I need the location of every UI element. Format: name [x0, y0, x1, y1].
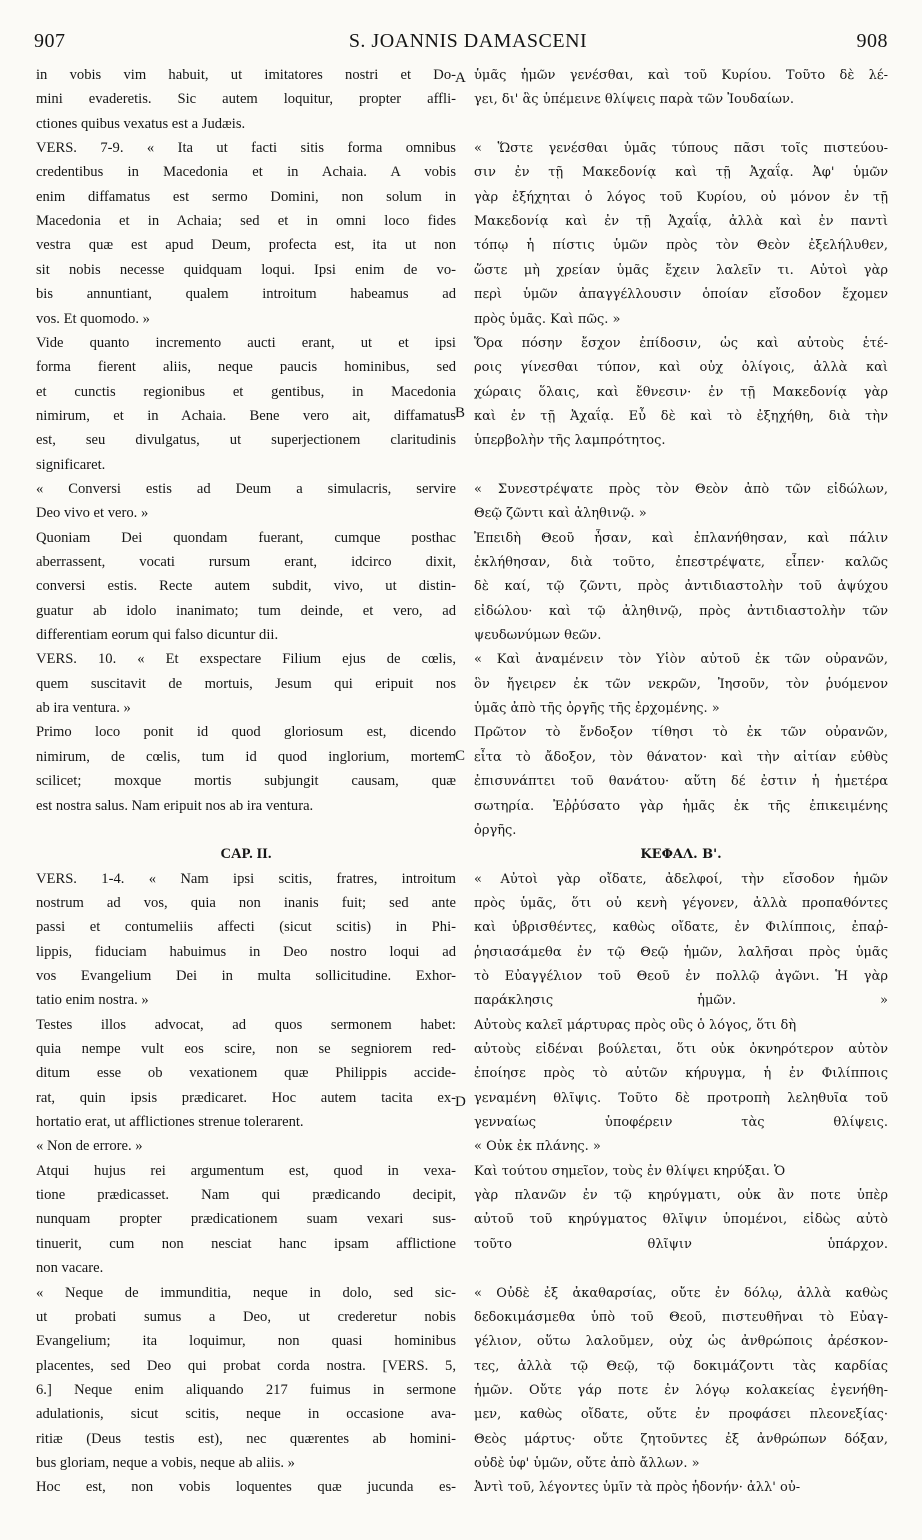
text-line: lippis, fiduciam habuimus in Deo nostro loqui ad	[36, 943, 456, 960]
text-line: ῥησιασάμεθα ἐν τῷ Θεῷ ἡμῶν, λαλῆσαι πρὸς ὑμᾶς	[474, 944, 888, 960]
text-line: non vacare.	[36, 1260, 104, 1277]
text-line: Πρῶτον τὸ ἔνδοξον τίθησι τὸ ἐκ τῶν οὐρανῶν,	[474, 725, 888, 741]
text-line: ἡμῶν. Οὔτε γάρ ποτε ἐν λόγῳ κολακείας ἐγενήθη-	[474, 1382, 888, 1398]
text-line: καὶ ὑβρισθέντες, καθὼς οἴδατε, ἐν Φιλίπποις, ἐπαῤ-	[474, 920, 888, 936]
text-line: vestra quæ est apud Deum, profecta est, ita ut non	[36, 237, 456, 254]
text-line: δεδοκιμάσμεθα ὑπὸ τοῦ Θεοῦ, πιστευθῆναι τὸ Εὐαγ-	[474, 1309, 888, 1325]
text-line: ὑμᾶς ἡμῶν γενέσθαι, καὶ τοῦ Κυρίου. Τοῦτο δὲ λέ-	[474, 68, 888, 83]
text-line: ἐκλήθησαν, διὰ τοῦτο, ἐπεστρέψατε, εἶπεν· καλῶς	[474, 555, 888, 570]
text-line: ὑπερβολὴν τῆς λαμπρότητος.	[474, 433, 666, 449]
text-line: Ὅρα πόσην ἔσχον ἐπίδοσιν, ὡς καὶ αὐτοὺς ἑτέ-	[474, 335, 888, 351]
text-line: aberrassent, vocati rursum erant, idcirco dixit,	[36, 554, 456, 570]
text-line: tinuerit, cum non nesciat hanc ipsam afflictione	[36, 1235, 456, 1252]
text-line: γενναίως ὑποφέρειν τὰς θλίψεις.	[474, 1115, 888, 1131]
text-line: « Neque de immunditia, neque in dolo, sed sic-	[36, 1284, 456, 1301]
text-line: Μακεδονίᾳ καὶ ἐν τῇ Ἀχαΐᾳ, ἀλλὰ καὶ ἐν παντὶ	[474, 214, 888, 230]
text-line: tione prædicasset. Nam qui prædicando decipit,	[36, 1187, 456, 1204]
text-line: παράκλησις ἡμῶν. »	[474, 993, 888, 1009]
text-line: δὲ καί, τῷ ζῶντι, πρὸς ἀντιδιαστολὴν τοῦ ἀψύχου	[474, 579, 888, 595]
text-line: γὰρ ἐξήχηται ὁ λόγος τοῦ Κυρίου, οὐ μόνον ἐν τῇ	[474, 189, 888, 205]
text-line: γὰρ πλανῶν ἐν τῷ κηρύγματι, οὐκ ἂν ποτε ὑπὲρ	[474, 1188, 888, 1204]
text-line: « Οὐδὲ ἐξ ἀκαθαρσίας, οὔτε ἐν δόλῳ, ἀλλὰ καθὼς	[474, 1285, 888, 1301]
text-line: ctiones quibus vexatus est a Judæis.	[36, 115, 246, 132]
text-line: Θεῷ ζῶντι καὶ ἀληθινῷ. »	[474, 506, 647, 522]
text-line: VERS. 1-4. « Nam ipsi scitis, fratres, introitum	[36, 870, 456, 887]
text-line: αὐτοῦ τοῦ κηρύγματος θλῖψιν ὑπομένοι, εἰδὼς αὐτὸ	[474, 1212, 888, 1228]
text-line: CAP. II.	[220, 846, 272, 863]
text-line: ψευδωνύμων θεῶν.	[474, 628, 602, 644]
text-line: ἐποίησε πρὸς τὸ αὐτῶν κήρυγμα, ἡ ἐν Φιλίπποις	[474, 1066, 888, 1082]
text-line: ditum esse ob vexationem quæ Philippis accide-	[36, 1065, 456, 1082]
text-line: vos Evangelium Dei in multa sollicitudine. Exhor-	[36, 967, 456, 984]
text-line: enim diffamatus est sermo Domini, non solum in	[36, 188, 456, 205]
margin-mark: A	[455, 70, 466, 86]
text-line: quia nempe vult eos scire, non se segniorem red-	[36, 1041, 456, 1057]
text-line: rat, quin ipsis prædicaret. Hoc autem tacita ex-	[36, 1089, 456, 1106]
text-line: Ἀντὶ τοῦ, λέγοντες ὑμῖν τὰ πρὸς ἡδονήν· ἀλλ' οὐ-	[474, 1480, 801, 1496]
text-line: Evangelium; ita loquimur, non quasi hominibus	[36, 1333, 456, 1350]
text-line: ὥστε μὴ χρείαν ὑμᾶς ἔχειν λαλεῖν τι. Αὐτοὶ γὰρ	[474, 262, 888, 278]
text-line: placentes, sed Deo qui probat corda nostra. [VERS. 5,	[36, 1357, 456, 1374]
text-line: Deo vivo et vero. »	[36, 505, 149, 522]
text-line: « Οὐκ ἐκ πλάνης. »	[474, 1139, 601, 1155]
text-line: εἰδώλου· καὶ τῷ ἀληθινῷ, πρὸς ἀντιδιαστολὴν τῶν	[474, 603, 888, 619]
text-line: πρὸς ὑμᾶς. Καὶ πῶς. »	[474, 311, 621, 327]
text-line: Θεὸς μάρτυς· οὔτε ζητοῦντες ἐξ ἀνθρώπων δόξαν,	[474, 1431, 888, 1447]
margin-mark: C	[455, 748, 466, 764]
text-line: « Conversi estis ad Deum a simulacris, servire	[36, 480, 456, 497]
text-line: et cunctis regionibus et gentibus, in Macedonia	[36, 383, 456, 400]
text-line: bus gloriam, neque a vobis, neque ab aliis. »	[36, 1454, 295, 1471]
text-line: nunquam propter prædicationem suam vexari sus-	[36, 1211, 456, 1228]
text-line: Macedonia et in Achaia; sed et in omni loco fides	[36, 213, 456, 230]
text-line: differentiam eorum qui falso dicuntur dii.	[36, 627, 279, 644]
text-line: ροις γίνεσθαι τύπον, καὶ οὐχ ὀλίγοις, ἀλλὰ καὶ	[474, 360, 888, 376]
text-line: Atqui hujus rei argumentum est, quod in vexa-	[36, 1162, 456, 1179]
text-line: credentibus in Macedonia et in Achaia. A vobis	[36, 164, 456, 181]
text-line: Hoc est, non vobis loquentes quæ jucunda es-	[36, 1479, 456, 1496]
margin-mark: B	[455, 405, 466, 421]
text-line: τόπῳ ἡ πίστις ὑμῶν πρὸς τὸν Θεὸν ἐξελήλυθεν,	[474, 238, 888, 254]
text-line: Ἐπειδὴ Θεοῦ ἦσαν, καὶ ἐπλανήθησαν, καὶ πάλιν	[474, 530, 888, 546]
text-line: Quoniam Dei quondam fuerant, cumque posthac	[36, 529, 456, 546]
text-line: γει, δι' ἃς ὑπέμεινε θλίψεις παρὰ τῶν Ἰουδαίων.	[474, 92, 795, 108]
text-line: est, seu divulgatus, ut superjectionem claritudinis	[36, 432, 456, 449]
text-line: τες, ἀλλὰ τῷ Θεῷ, τῷ δοκιμάζοντι τὰς καρδίας	[474, 1358, 888, 1374]
text-line: εἶτα τὸ ἄδοξον, τὸν θάνατον· καὶ τὴν αἰτίαν εὐθὺς	[474, 749, 888, 765]
text-line: Vide quanto incremento aucti erant, ut et ipsi	[36, 334, 456, 351]
text-line: τὸ Εὐαγγέλιον τοῦ Θεοῦ ἐν πολλῷ ἀγῶνι. Ἡ γὰρ	[474, 968, 888, 984]
text-line: Primo loco ponit id quod gloriosum est, dicendo	[36, 724, 456, 741]
margin-mark: D	[455, 1094, 466, 1110]
text-line: 6.] Neque enim aliquando 217 fuimus in sermone	[36, 1381, 456, 1398]
text-line: ritiæ (Deus testis est), nec quærentes ab homini-	[36, 1430, 456, 1447]
text-line: conversi estis. Recte autem subdit, vivo, ut distin-	[36, 578, 456, 595]
text-line: περὶ ὑμῶν ἀπαγγέλλουσιν ὁποίαν εἴσοδον ἔχομεν	[474, 287, 888, 303]
text-line: guatur ab idolo inanimato; tum deinde, et vero, ad	[36, 602, 456, 619]
text-line: ab ira ventura. »	[36, 700, 131, 717]
text-line: scilicet; moxque mortis subjungit causam, quæ	[36, 773, 456, 790]
text-line: hortatio erat, ut afflictiones strenue tolerarent.	[36, 1114, 304, 1131]
text-line: forma fierent aliis, neque paucis hominibus, sed	[36, 359, 456, 376]
page-number-right: 908	[856, 30, 888, 52]
text-line: mini evaderetis. Sic autem loquitur, propter affli-	[36, 91, 456, 108]
text-line: ὀργῆς.	[474, 822, 517, 838]
text-line: « Αὐτοὶ γὰρ οἴδατε, ἀδελφοί, τὴν εἴσοδον ἡμῶν	[474, 871, 888, 887]
text-line: significaret.	[36, 456, 106, 473]
text-line: tatio enim nostra. »	[36, 992, 149, 1009]
text-line: Testes illos advocat, ad quos sermonem habet:	[36, 1016, 456, 1033]
text-line: VERS. 7-9. « Ita ut facti sitis forma omnibus	[36, 140, 456, 157]
text-line: ΚΕΦΑΛ. Β'.	[640, 847, 722, 863]
text-line: χώραις ὅλαις, καὶ ἔθνεσιν· ἐν τῇ Μακεδονίᾳ γὰρ	[474, 384, 888, 400]
text-line: γεναμένη θλῖψις. Τοῦτο δὲ προτροπὴ λεληθυῖα τοῦ	[474, 1090, 888, 1106]
text-line: « Non de errore. »	[36, 1138, 143, 1155]
text-line: σιν ἐν τῇ Μακεδονίᾳ καὶ τῇ Ἀχαΐᾳ. Ἀφ' ὑμῶν	[474, 165, 888, 181]
text-line: nostrum ad vos, quia non inanis fuit; sed ante	[36, 894, 456, 911]
text-line: passi et contumeliis affecti (sicut scitis) in Phi-	[36, 919, 456, 936]
text-line: in vobis vim habuit, ut imitatores nostri et Do-	[36, 67, 456, 83]
text-line: οὐδὲ ὑφ' ὑμῶν, οὔτε ἀπὸ ἄλλων. »	[474, 1455, 700, 1471]
text-line: sit nobis necesse quidquam loqui. Ipsi enim de vo-	[36, 261, 456, 278]
text-line: τοῦτο θλῖψιν ὑπάρχον.	[474, 1236, 888, 1252]
running-title: S. JOANNIS DAMASCENI	[348, 30, 588, 52]
text-line: bis annuntiant, qualem introitum habeamus ad	[36, 286, 456, 303]
text-line: « Ὥστε γενέσθαι ὑμᾶς τύπους πᾶσι τοῖς πιστεύου-	[474, 141, 888, 157]
text-line: σωτηρία. Ἐῤῥύσατο γὰρ ἡμᾶς ἐκ τῆς ἐπικειμένης	[474, 798, 888, 814]
text-line: « Καὶ ἀναμένειν τὸν Υἱὸν αὐτοῦ ἐκ τῶν οὐρανῶν,	[474, 652, 888, 668]
text-line: Αὐτοὺς καλεῖ μάρτυρας πρὸς οὓς ὁ λόγος, ὅτι δὴ	[474, 1017, 797, 1033]
text-line: nimirum, de cœlis, tum id quod inglorium, mortem	[36, 748, 456, 765]
text-line: πρὸς ὑμᾶς, ὅτι οὐ κενὴ γέγονεν, ἀλλὰ προπαθόντες	[474, 895, 888, 911]
text-line: nimirum, et in Achaia. Bene vero ait, diffamatus	[36, 407, 456, 424]
text-line: vos. Et quomodo. »	[36, 310, 150, 327]
text-line: ὃν ἤγειρεν ἐκ τῶν νεκρῶν, Ἰησοῦν, τὸν ῥυόμενον	[474, 676, 888, 692]
page-number-left: 907	[34, 30, 66, 52]
text-line: est nostra salus. Nam eripuit nos ab ira ventura.	[36, 797, 314, 814]
running-header	[34, 30, 902, 56]
text-line: μεν, καθὼς οἴδατε, οὔτε ἐν προφάσει πλεονεξίας·	[474, 1407, 888, 1423]
text-line: ὑμᾶς ἀπὸ τῆς ὀργῆς τῆς ἐρχομένης. »	[474, 701, 720, 717]
text-line: ἐπισυνάπτει τοῦ θανάτου· αὕτη δέ ἐστιν ἡ ἡμετέρα	[474, 774, 888, 790]
text-line: Καὶ τούτου σημεῖον, τοὺς ἐν θλίψει κηρύξαι. Ὁ	[474, 1163, 786, 1179]
text-line: « Συνεστρέψατε πρὸς τὸν Θεὸν ἀπὸ τῶν εἰδώλων,	[474, 481, 888, 497]
text-line: καὶ ἐν τῇ Ἀχαΐᾳ. Εὖ δὲ καὶ τὸ ἐξηχήθη, διὰ τὴν	[474, 408, 888, 424]
text-line: VERS. 10. « Et exspectare Filium ejus de cœlis,	[36, 651, 456, 668]
text-line: αὐτοὺς εἰδέναι βούλεται, ὅτι οὐκ ὀκνηρότερον αὐτὸν	[474, 1042, 888, 1057]
text-line: quem suscitavit de mortuis, Jesum qui eripuit nos	[36, 675, 456, 692]
text-line: ut probati sumus a Deo, ut crederetur nobis	[36, 1308, 456, 1325]
text-line: γέλιον, οὕτω λαλοῦμεν, οὐχ ὡς ἀνθρώποις ἀρέσκον-	[474, 1334, 888, 1350]
text-line: adulationis, sicut scitis, neque in occasione ava-	[36, 1406, 456, 1423]
